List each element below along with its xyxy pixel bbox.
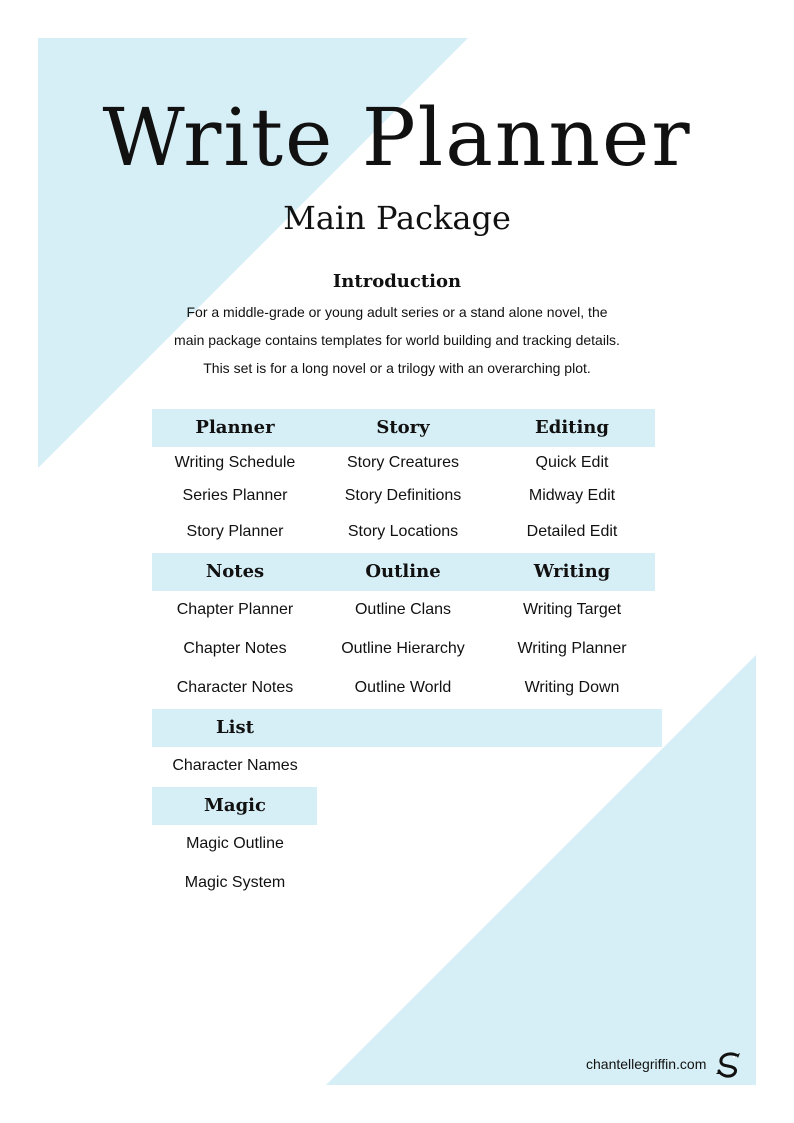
- list-item-writing: Writing Planner: [517, 640, 627, 657]
- list-item-notes: Chapter Notes: [183, 640, 287, 657]
- list-item-outline: Outline Clans: [354, 601, 452, 618]
- section-heading-notes: Notes: [205, 561, 265, 582]
- list-item-outline: Outline World: [354, 679, 452, 696]
- list-item-notes: Character Notes: [176, 679, 294, 696]
- list-item-writing: Writing Down: [524, 679, 620, 696]
- section-heading-editing: Editing: [535, 417, 609, 438]
- list-item-story: Story Locations: [347, 523, 459, 540]
- list-item-planner: Story Planner: [186, 523, 284, 540]
- section-heading-list: List: [216, 717, 254, 738]
- list-item-list: Character Names: [172, 757, 298, 774]
- list-item-story: Story Creatures: [346, 454, 460, 471]
- intro-text: [0, 298, 794, 382]
- list-item-outline: Outline Hierarchy: [341, 640, 465, 657]
- website-link[interactable]: chantellegriffin.com: [586, 1056, 707, 1072]
- section-heading-magic: Magic: [204, 795, 266, 816]
- list-item-magic: Magic Outline: [186, 835, 284, 852]
- section-heading-outline: Outline: [365, 561, 441, 582]
- list-item-notes: Chapter Planner: [176, 601, 294, 618]
- list-item-editing: Detailed Edit: [526, 523, 618, 540]
- list-item-writing: Writing Target: [522, 601, 622, 618]
- intro-heading: Introduction: [332, 271, 462, 292]
- dragon-logo-icon: [714, 1050, 744, 1080]
- list-item-story: Story Definitions: [344, 487, 462, 504]
- intro-line: For a middle-grade or young adult series or a stand alone novel, the: [186, 304, 608, 320]
- intro-line: main package contains templates for world building and tracking details.: [174, 332, 620, 348]
- section-heading-story: Story: [376, 417, 430, 438]
- section-heading-planner: Planner: [195, 417, 275, 438]
- intro-line: This set is for a long novel or a trilogy with an overarching plot.: [203, 360, 591, 376]
- list-item-planner: Writing Schedule: [174, 454, 296, 471]
- page-subtitle: Main Package: [283, 199, 511, 237]
- section-heading-writing: Writing: [533, 561, 611, 582]
- page-title: Write Planner: [102, 91, 692, 184]
- list-item-magic: Magic System: [184, 874, 286, 891]
- list-item-editing: Midway Edit: [528, 487, 616, 504]
- list-item-editing: Quick Edit: [535, 454, 609, 471]
- list-item-planner: Series Planner: [182, 487, 288, 504]
